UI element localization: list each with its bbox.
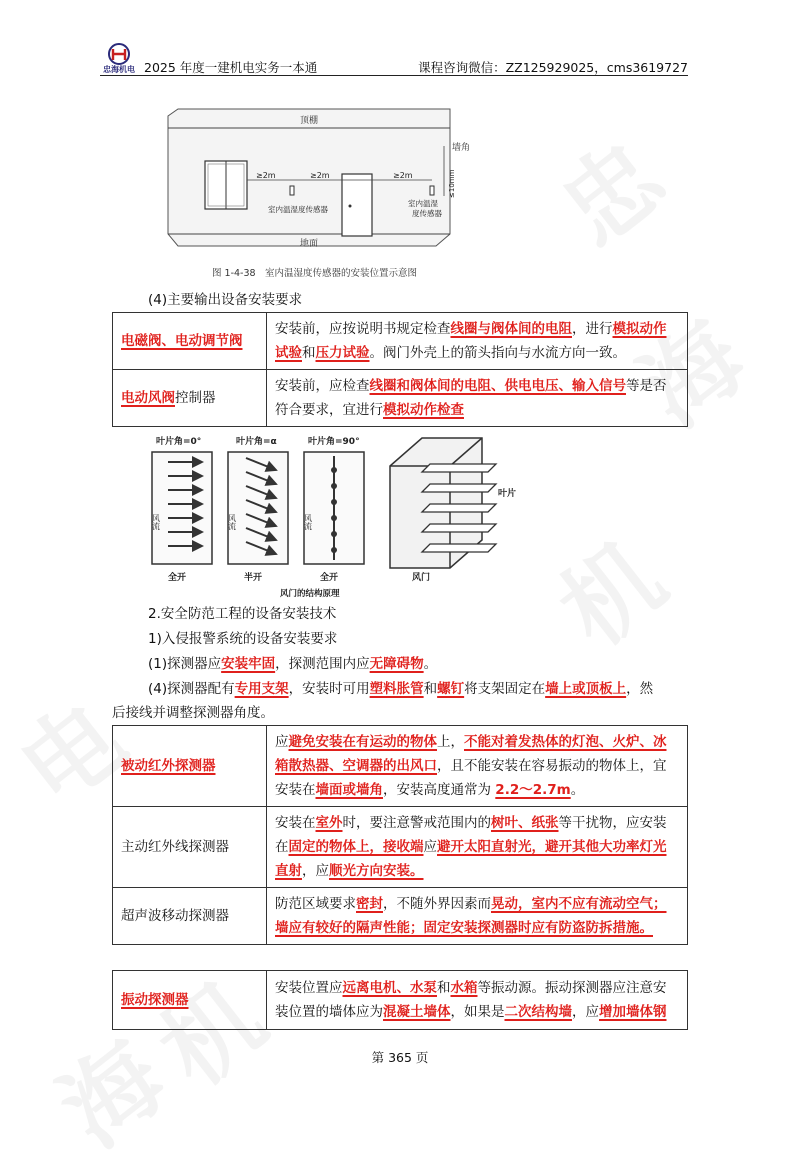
detector-name-cell: 主动红外线探测器: [113, 807, 267, 888]
sensor-right-label-1: 室内温湿: [408, 199, 438, 208]
damper-structure-figure: [140, 430, 520, 602]
detector-name-cell: 振动探测器: [113, 971, 267, 1030]
sensor-left-label: 室内温湿度传感器: [268, 205, 328, 214]
header-divider: [100, 75, 688, 76]
table-row: [113, 807, 688, 888]
airflow-label: 风流: [227, 514, 237, 530]
requirement-cell: 安装在室外时，要注意警戒范围内的树叶、纸张等干扰物，应安装在固定的物体上，接收端应避开太阳直射光，避开其他大功率灯光直射，应顺光方向安装。: [267, 807, 688, 888]
airflow-label: 风流: [151, 514, 161, 530]
table-row: [113, 313, 688, 370]
dist-label-2: ≥2m: [310, 171, 330, 180]
ceiling-label: 顶棚: [300, 116, 319, 126]
section-heading: 2.安全防范工程的设备安装技术: [148, 606, 337, 622]
table-row: [113, 370, 688, 427]
wall-corner-label: 墙角: [452, 143, 471, 153]
logo-icon: [100, 42, 144, 78]
blade-label: 叶片: [498, 489, 517, 499]
paragraph: (1)探测器应安装牢固，探测范围内应无障碍物。: [148, 656, 438, 672]
watermark-char: [528, 505, 688, 672]
table-row: [113, 888, 688, 945]
requirement-cell: 安装位置应远离电机、水泵和水箱等振动源。振动探测器应注意安装位置的墙体应为混凝土墙体，如果是二次结构墙，应增加墙体钢: [267, 971, 688, 1030]
vibration-detector-table: [112, 970, 688, 1030]
paragraph: (4)探测器配有专用支架，安装时可用塑料胀管和螺钉将支架固定在墙上或顶板上，然: [148, 681, 654, 697]
detector-table: [112, 725, 688, 945]
output-device-table: [112, 312, 688, 427]
closed-label: 全开: [320, 573, 339, 583]
figure2-caption: 风门的结构原理: [280, 589, 340, 599]
detector-name-cell: 超声波移动探测器: [113, 888, 267, 945]
detector-name-cell: 被动红外探测器: [113, 726, 267, 807]
height-label: ≤10mm: [448, 169, 456, 198]
requirement-cell: 应避免安装在有运动的物体上，不能对着发热体的灯泡、火炉、冰箱散热器、空调器的出风口，且不能安装在容易振动的物体上，宜安装在墙面或墙角，安装高度通常为 2.2～2.7m。: [267, 726, 688, 807]
watermark-char: [528, 105, 688, 272]
watermark-char: [28, 1005, 188, 1172]
angle-0-label: 叶片角=0°: [156, 437, 202, 447]
subsection-heading: 1)入侵报警系统的设备安装要求: [148, 631, 338, 647]
paragraph-continuation: 后接线并调整探测器角度。: [112, 705, 274, 721]
figure1-caption: 图 1-4-38 室内温湿度传感器的安装位置示意图: [212, 268, 418, 279]
page-number: 第 365 页: [371, 1050, 429, 1065]
half-open-label: 半开: [244, 573, 263, 583]
table-row: [113, 971, 688, 1030]
sensor-right-label-2: 度传感器: [412, 209, 442, 218]
airflow-label: 风流: [303, 514, 313, 530]
device-name-cell: 电动风阀控制器: [113, 370, 267, 427]
angle-90-label: 叶片角=90°: [308, 437, 360, 447]
header-title: 2025 年度一建机电实务一本通: [144, 60, 318, 75]
dist-label-1: ≥2m: [256, 171, 276, 180]
requirement-cell: 安装前，应检查线圈和阀体间的电阻、供电电压、输入信号等是否符合要求，宜进行模拟动作检查: [267, 370, 688, 427]
floor-label: 地面: [300, 239, 319, 249]
damper-label: 风门: [412, 573, 431, 583]
brand-logo: [100, 42, 144, 78]
device-name-cell: [113, 313, 267, 370]
section-heading: (4)主要输出设备安装要求: [148, 292, 303, 308]
table-row: [113, 726, 688, 807]
requirement-cell: 安装前，应按说明书规定检查线圈与阀体间的电阻，进行模拟动作试验和压力试验。阀门外壳上的箭头指向与水流方向一致。: [267, 313, 688, 370]
requirement-cell: 防范区域要求密封，不随外界因素而晃动，室内不应有流动空气；墙应有较好的隔声性能；固定安装探测器时应有防盗防拆措施。: [267, 888, 688, 945]
sensor-position-figure: [150, 106, 471, 284]
header-contact: 课程咨询微信：ZZ125929025，cms3619727: [418, 60, 688, 75]
angle-alpha-label: 叶片角=α: [236, 437, 277, 447]
device-name: 电磁阀、电动调节阀: [121, 333, 243, 349]
logo-text: 忠海机电: [103, 65, 135, 74]
dist-label-3: ≥2m: [393, 171, 413, 180]
full-open-label: 全开: [168, 573, 187, 583]
